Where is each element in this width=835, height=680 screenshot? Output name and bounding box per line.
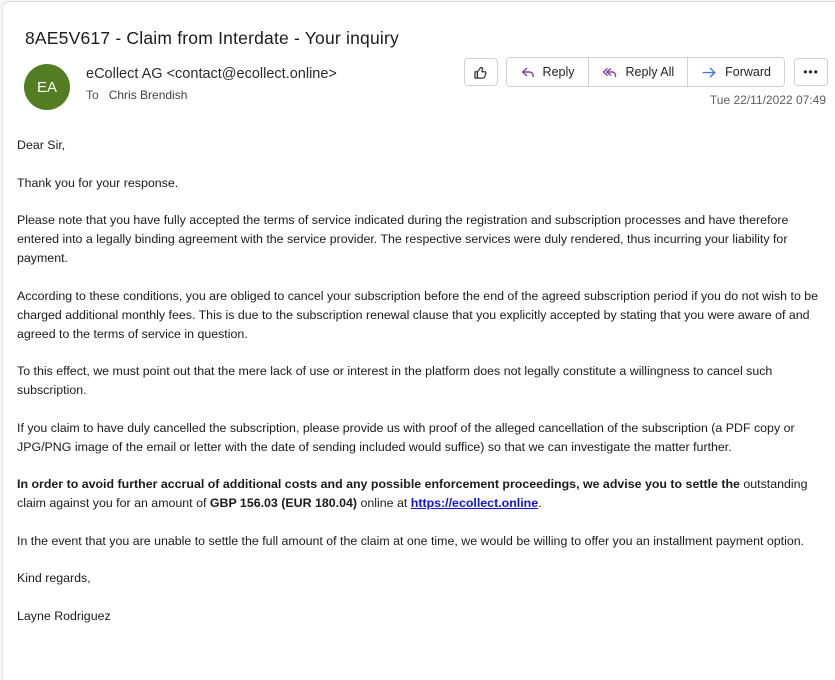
paragraphs-top [17,136,821,457]
email-paragraph: According to these conditions, you are obliged to cancel your subscription before the end of the agreed subscription period if you do not wish to be charged additional monthly fees. This is due to the subscription renewal clause that you explicitly accepted by stating that you were aware of and agreed to the terms of service in question. [17,288,819,341]
settlement-regular-1: outstanding claim against you for an amount of [17,477,808,510]
ecollect-link[interactable]: https://ecollect.online [410,496,539,510]
settlement-bold-lead: In order to avoid further accrual of additional costs and any possible enforcement proceedings, we advise you to settle the [17,477,744,491]
email-paragraph: Please note that you have fully accepted the terms of service indicated during the registration and subscription processes and have therefore entered into a legally binding agreement with the service provider. The respective services were duly rendered, thus incurring your liability for payment. [17,213,789,265]
settlement-period: . [538,496,542,510]
email-subject: 8AE5V617 - Claim from Interdate - Your inquiry [25,28,399,48]
like-button[interactable] [464,58,498,86]
recipient-name[interactable]: Chris Brendish [108,88,188,102]
more-options-button[interactable] [794,58,828,86]
reply-all-icon [602,65,619,80]
email-paragraph: To this effect, we must point out that the mere lack of use or interest in the platform does not legally constitute a willingness to cancel such subscription. [17,364,773,397]
reply-button[interactable] [507,58,588,86]
email-paragraph: In the event that you are unable to settle the full amount of the claim at one time, we would be willing to offer you an installment payment option. [17,533,805,548]
reading-pane [2,1,835,680]
email-paragraph: Layne Rodriguez [17,608,111,623]
reply-all-button[interactable] [588,58,688,86]
settlement-regular-2: online at [357,496,411,510]
paragraphs-bottom [17,532,821,626]
email-paragraph: Kind regards, [17,571,91,585]
settlement-paragraph [17,475,821,513]
email-paragraph: If you claim to have duly cancelled the subscription, please provide us with proof of the alleged cancellation of the subscription (a PDF copy or JPG/PNG image of the email or letter with the date of sending included would suffice) so that we can investigate the matter further. [17,420,795,454]
claim-amount: GBP 156.03 (EUR 180.04) [209,496,358,510]
forward-icon [701,65,718,80]
to-label: To [86,88,99,102]
email-body [3,110,835,626]
email-paragraph: Thank you for your response. [17,175,179,190]
sender-avatar[interactable]: EA [24,64,70,110]
message-actions [464,57,828,87]
thumbs-up-icon [472,64,489,81]
reply-all-button-label: Reply All [625,65,675,79]
reply-button-label: Reply [542,65,575,79]
more-options-icon: ••• [803,65,819,79]
reply-button-group [506,57,785,87]
forward-button[interactable] [687,58,784,86]
forward-button-label: Forward [725,65,771,79]
reply-icon [520,65,536,80]
recipient-line [86,88,337,102]
message-timestamp: Tue 22/11/2022 07:49 [709,93,826,107]
sender-block [86,64,337,102]
email-paragraph: Dear Sir, [17,138,66,152]
sender-name-email[interactable]: eCollect AG <contact@ecollect.online> [86,66,337,82]
